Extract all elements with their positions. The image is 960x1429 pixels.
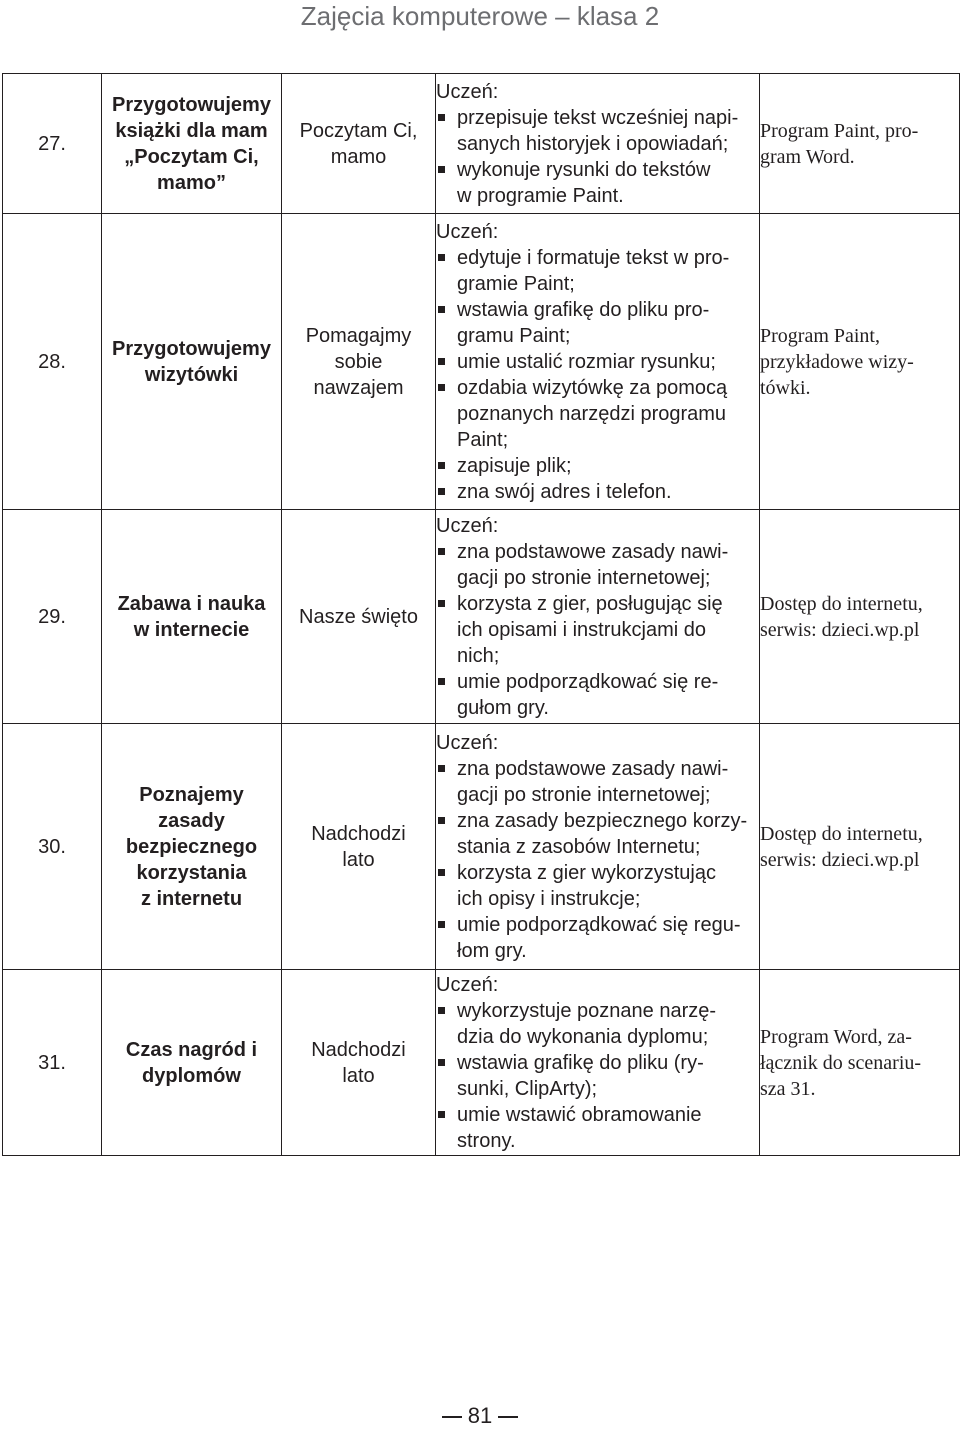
- lesson-theme: Pomagajmy sobie nawzajem: [282, 214, 436, 510]
- outcome-item: zna swój adres i telefon.: [436, 479, 759, 505]
- lesson-number: 31.: [3, 970, 102, 1156]
- lesson-theme: Nasze święto: [282, 510, 436, 724]
- outcome-item: zna podstawowe zasady nawi- gacji po stronie internetowej;: [436, 756, 759, 808]
- page-footer: [0, 1403, 960, 1429]
- learning-outcomes: Uczeń: wykorzystuje poznane narzę- dzia do wykonania dyplomu; wstawia grafikę do pliku (ry- sunki, ClipArty); umie wstawić obramowanie strony.: [436, 970, 760, 1156]
- table-body: [3, 74, 960, 1156]
- outcome-item: umie wstawić obramowanie strony.: [436, 1102, 759, 1154]
- table-row: [3, 510, 960, 724]
- learning-outcomes: Uczeń: edytuje i formatuje tekst w pro- gramie Paint; wstawia grafikę do pliku pro- gramu Paint; umie ustalić rozmiar rysunku; ozdabia wizytówkę za pomocą poznanych narzędzi programu Paint; zapisuje plik; zna swój adres i telefon.: [436, 214, 760, 510]
- outcome-item: wykorzystuje poznane narzę- dzia do wykonania dyplomu;: [436, 998, 759, 1050]
- outcome-item: zna zasady bezpiecznego korzy- stania z zasobów Internetu;: [436, 808, 759, 860]
- lesson-theme: Poczytam Ci, mamo: [282, 74, 436, 214]
- lesson-topic: Przygotowujemy książki dla mam „Poczytam Ci, mamo”: [102, 74, 282, 214]
- table-row: [3, 970, 960, 1156]
- table-row: [3, 74, 960, 214]
- lesson-theme: Nadchodzi lato: [282, 970, 436, 1156]
- page-number: 81: [467, 1403, 493, 1428]
- outcome-item: umie podporządkować się regu- łom gry.: [436, 912, 759, 964]
- outcome-item: umie podporządkować się re- gułom gry.: [436, 669, 759, 721]
- teaching-resources: Dostęp do internetu, serwis: dzieci.wp.pl: [760, 510, 960, 724]
- lesson-theme: Nadchodzi lato: [282, 724, 436, 970]
- lesson-number: 27.: [3, 74, 102, 214]
- teaching-resources: Program Word, za- łącznik do scenariu- sza 31.: [760, 970, 960, 1156]
- outcome-item: wykonuje rysunki do tekstów w programie Paint.: [436, 157, 759, 209]
- outcome-item: ozdabia wizytówkę za pomocą poznanych narzędzi programu Paint;: [436, 375, 759, 453]
- table-row: [3, 724, 960, 970]
- outcome-item: umie ustalić rozmiar rysunku;: [436, 349, 759, 375]
- lesson-topic: Zabawa i nauka w internecie: [102, 510, 282, 724]
- teaching-resources: Program Paint, przykładowe wizy- tówki.: [760, 214, 960, 510]
- outcome-item: zapisuje plik;: [436, 453, 759, 479]
- page-header: [0, 0, 960, 32]
- learning-outcomes: Uczeń: zna podstawowe zasady nawi- gacji po stronie internetowej; korzysta z gier, posługując się ich opisami i instrukcjami do nich; umie podporządkować się re- gułom gry.: [436, 510, 760, 724]
- outcome-item: korzysta z gier wykorzystując ich opisy i instrukcje;: [436, 860, 759, 912]
- lesson-number: 28.: [3, 214, 102, 510]
- lesson-topic: Czas nagród i dyplomów: [102, 970, 282, 1156]
- footer-dash-right: [498, 1416, 518, 1418]
- teaching-resources: Program Paint, pro- gram Word.: [760, 74, 960, 214]
- footer-dash-left: [442, 1416, 462, 1418]
- teaching-resources: Dostęp do internetu, serwis: dzieci.wp.pl: [760, 724, 960, 970]
- lesson-topic: Przygotowujemy wizytówki: [102, 214, 282, 510]
- learning-outcomes: Uczeń: przepisuje tekst wcześniej napi- sanych historyjek i opowiadań; wykonuje rysunki do tekstów w programie Paint.: [436, 74, 760, 214]
- learning-outcomes: Uczeń: zna podstawowe zasady nawi- gacji po stronie internetowej; zna zasady bezpiecznego korzy- stania z zasobów Internetu; korzysta z gier wykorzystując ich opisy i instrukcje; umie podporządkować się regu- łom gry.: [436, 724, 760, 970]
- lesson-number: 30.: [3, 724, 102, 970]
- page-title: Zajęcia komputerowe – klasa 2: [300, 1, 660, 31]
- outcome-item: przepisuje tekst wcześniej napi- sanych historyjek i opowiadań;: [436, 105, 759, 157]
- outcome-item: wstawia grafikę do pliku (ry- sunki, ClipArty);: [436, 1050, 759, 1102]
- outcome-item: zna podstawowe zasady nawi- gacji po stronie internetowej;: [436, 539, 759, 591]
- lesson-number: 29.: [3, 510, 102, 724]
- lesson-topic: Poznajemy zasady bezpiecznego korzystania z internetu: [102, 724, 282, 970]
- table-row: [3, 214, 960, 510]
- lesson-plan-table: [2, 73, 960, 1156]
- outcome-item: wstawia grafikę do pliku pro- gramu Paint;: [436, 297, 759, 349]
- outcome-item: edytuje i formatuje tekst w pro- gramie Paint;: [436, 245, 759, 297]
- outcome-item: korzysta z gier, posługując się ich opisami i instrukcjami do nich;: [436, 591, 759, 669]
